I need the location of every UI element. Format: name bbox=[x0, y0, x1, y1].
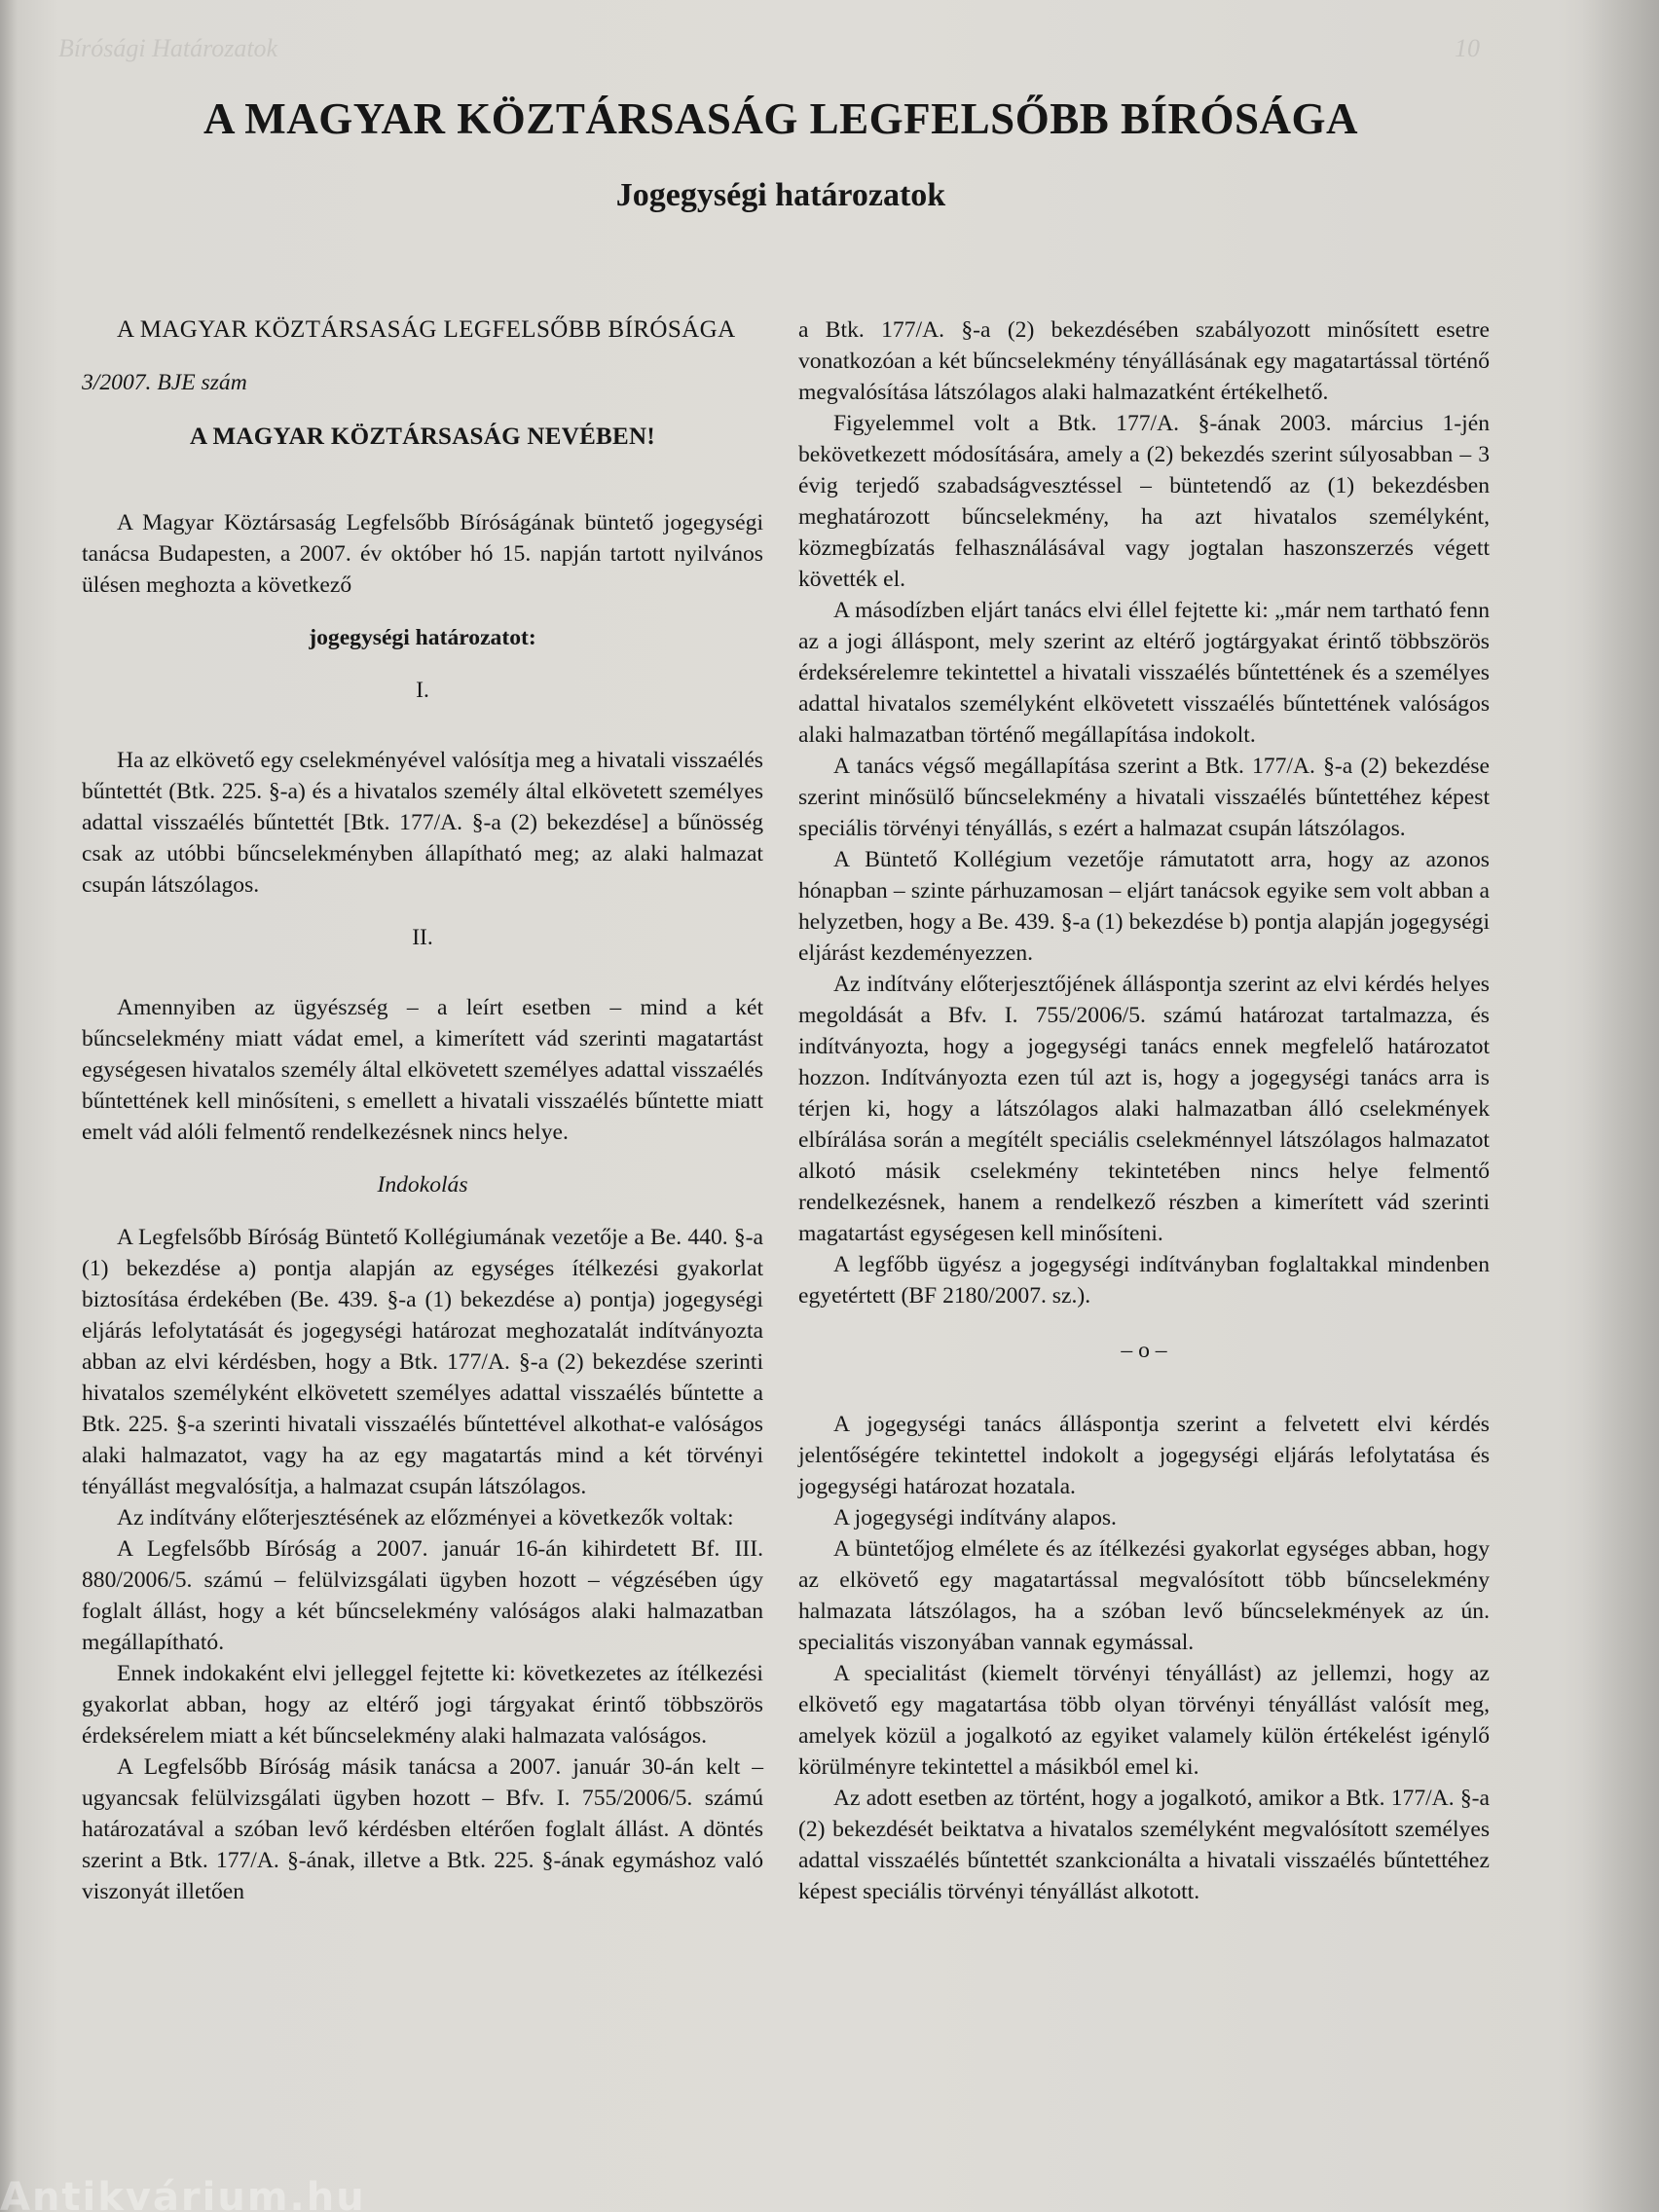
right-paragraph-3: A másodízben eljárt tanács elvi éllel fejtette ki: „már nem tartható fenn az a jogi álláspont, mely szerint az eltérő jogtárgyakat érintő többszörös érdeksérelemre tekintettel a hivatali visszaélés bűntettének és a személyes adattal hivatalos személyként elkövetett visszaélés bűntettének valóságos alaki halmazatban történő megállapítása indokolt. bbox=[798, 598, 1490, 748]
holding-point-2: Amennyiben az ügyészség – a leírt esetben – mind a két bűncselekmény miatt vádat emel, a kimerített vád szerinti magatartást egységesen hivatalos személy által elkövetett személyes adattal visszaélés bűntettének kell minősíteni, s emellett a hivatali visszaélés bűntette miatt emelt vád alóli felmentő rendelkezésnek nincs helye. bbox=[82, 995, 763, 1145]
bleed-through-header bbox=[58, 34, 1480, 63]
page-edge-shadow bbox=[1581, 0, 1659, 2212]
reasons-paragraph-4: Ennek indokaként elvi jelleggel fejtette ki: következetes az ítélkezési gyakorlat abban, hogy az eltérő jogi tárgyakat érintő többszörös érdeksérelem miatt a két bűncselekmény alaki halmazata valóságos. bbox=[82, 1661, 763, 1749]
right-paragraph-8: A jogegységi tanács álláspontja szerint a felvetett elvi kérdés jelentőségére tekintettel indokolt a jogegységi eljárás lefolytatása és jogegységi határozat hozatala. bbox=[798, 1412, 1490, 1499]
right-paragraph-1: a Btk. 177/A. §-a (2) bekezdésében szabályozott minősített esetre vonatkozóan a két bűncselekmény tényállásának egy magatartással történő megvalósítása látszólagos alaki halmazatként értékelhető. bbox=[798, 317, 1490, 405]
right-paragraph-12: Az adott esetben az történt, hogy a jogalkotó, amikor a Btk. 177/A. §-a (2) bekezdését beiktatva a hivatalos személyként megvalósított személyes adattal visszaélés bűntettét szankcionálta a hivatali visszaélés bűntettéhez képest speciális törvényi tényállást alkotott. bbox=[798, 1786, 1490, 1904]
decision-label: jogegységi határozatot: bbox=[309, 625, 536, 650]
bleed-page-number: 10 bbox=[1455, 34, 1480, 62]
section-roman-2: II. bbox=[412, 925, 433, 950]
right-paragraph-10: A büntetőjog elmélete és az ítélkezési gyakorlat egységes abban, hogy az elkövető egy magatartással megvalósított több bűncselekmény halmazata látszólagos, ha a szóban levő bűncselekmények az ún. specialitás viszonyában vannak egymással. bbox=[798, 1536, 1490, 1655]
page-title: A MAGYAR KÖZTÁRSASÁG LEGFELSŐBB BÍRÓSÁGA bbox=[203, 94, 1359, 143]
reasons-heading: Indokolás bbox=[377, 1172, 468, 1198]
case-number: 3/2007. BJE szám bbox=[82, 370, 247, 395]
court-heading: A MAGYAR KÖZTÁRSASÁG LEGFELSŐBB BÍRÓSÁGA bbox=[117, 316, 736, 343]
in-the-name-of: A MAGYAR KÖZTÁRSASÁG NEVÉBEN! bbox=[190, 424, 655, 450]
holding-point-1: Ha az elkövető egy cselekményével valósítja meg a hivatali visszaélés bűntettét (Btk. 225. §-a) és a hivatalos személy által elkövetett személyes adattal visszaélés bűntettét [Btk. 177/A. §-a (2) bekezdése] a bűnösség csak az utóbbi bűncselekményben állapítható meg; az alaki halmazat csupán látszólagos. bbox=[82, 748, 763, 898]
reasons-paragraph-2: Az indítvány előterjesztésének az előzményei a következők voltak: bbox=[117, 1505, 734, 1530]
reasons-paragraph-3: A Legfelsőbb Bíróság a 2007. január 16-án kihirdetett Bf. III. 880/2006/5. számú – felülvizsgálati ügyben hozott – végzésében úgy foglalt állást, hogy a két bűncselekmény valóságos alaki halmazatban megállapítható. bbox=[82, 1536, 763, 1655]
intro-paragraph: A Magyar Köztársaság Legfelsőbb Bíróságának büntető jogegységi tanácsa Budapesten, a 2007. év október hó 15. napján tartott nyilvános ülésen meghozta a következő bbox=[82, 510, 763, 598]
right-column bbox=[798, 314, 1490, 1907]
right-paragraph-2: Figyelemmel volt a Btk. 177/A. §-ának 2003. március 1-jén bekövetkezett módosítására, amely a (2) bekezdés szerint súlyosabban – 3 évig terjedő szabadságvesztéssel – büntetendő az (1) bekezdésben meghatározott bűncselekmény, ha azt hivatalos személyként, közmegbízatás felhasználásával vagy jogtalan haszonszerzés végett követték el. bbox=[798, 411, 1490, 592]
right-paragraph-9: A jogegységi indítvány alapos. bbox=[833, 1505, 1117, 1530]
right-paragraph-7: A legfőbb ügyész a jogegységi indítványban foglaltakkal mindenben egyetértett (BF 2180/2007. sz.). bbox=[798, 1252, 1490, 1309]
page-subtitle: Jogegységi határozatok bbox=[615, 177, 946, 213]
section-separator: – o – bbox=[1121, 1338, 1167, 1363]
section-roman-1: I. bbox=[416, 678, 429, 703]
right-paragraph-11: A specialitást (kiemelt törvényi tényállást) az jellemzi, hogy az elkövető egy magatartása több olyan törvényi tényállást valósít meg, amelyek közül a jogalkotó az egyiket valamely külön értékelést igénylő körülményre tekintettel a másikból emel ki. bbox=[798, 1661, 1490, 1780]
watermark: Antikvárium.hu bbox=[0, 2175, 366, 2212]
bleed-running-head: Bírósági Határozatok bbox=[58, 34, 278, 62]
right-paragraph-4: A tanács végső megállapítása szerint a Btk. 177/A. §-a (2) bekezdése szerint minősülő bűncselekmény a hivatali visszaélés bűntettéhez képest speciális törvényi tényállás, s ezért a halmazat csupán látszólagos. bbox=[798, 754, 1490, 841]
right-paragraph-5: A Büntető Kollégium vezetője rámutatott arra, hogy az azonos hónapban – szinte párhuzamosan – eljárt tanácsok egyike sem volt abban a helyzetben, hogy a Be. 439. §-a (1) bekezdése b) pontja alapján jogegységi eljárást kezdeményezzen. bbox=[798, 847, 1490, 966]
left-column bbox=[82, 314, 763, 1907]
reasons-paragraph-1: A Legfelsőbb Bíróság Büntető Kollégiumának vezetője a Be. 440. §-a (1) bekezdése a) pontja alapján az egységes ítélkezési gyakorlat biztosítása érdekében (Be. 439. §-a (1) bekezdése a) pontja) jogegységi eljárás lefolytatását és jogegységi határozat meghozatalát indítványozta abban az elvi kérdésben, hogy a Btk. 177/A. §-a (2) bekezdése szerinti hivatalos személyként elkövetett személyes adattal visszaélés bűntette a Btk. 225. §-a szerinti hivatali visszaélés bűntettével alkothat-e valóságos alaki halmazatot, vagy ha az egy magatartás mind a két törvényi tényállást megvalósítja, a halmazat csupán látszólagos. bbox=[82, 1225, 763, 1499]
right-paragraph-6: Az indítvány előterjesztőjének álláspontja szerint az elvi kérdés helyes megoldását a Bfv. I. 755/2006/5. számú határozat tartalmazza, és indítványozta, hogy a jogegységi tanács ennek megfelelő határozatot hozzon. Indítványozta ezen túl azt is, hogy a jogegységi tanács arra is térjen ki, hogy a látszólagos alaki halmazatban álló cselekmények elbírálása során a megítélt speciális cselekménnyel látszólagos halmazatot alkotó másik cselekmény tekintetében nincs helye felmentő rendelkezésnek, hanem a rendelkező részben a kimerített vád szerinti magatartást egységesen kell minősíteni. bbox=[798, 972, 1490, 1246]
reasons-paragraph-5: A Legfelsőbb Bíróság másik tanácsa a 2007. január 30-án kelt – ugyancsak felülvizsgálati ügyben hozott – Bfv. I. 755/2006/5. számú határozatával a szóban levő kérdésben eltérően foglalt állást. A döntés szerint a Btk. 177/A. §-ának, illetve a Btk. 225. §-ának egymáshoz való viszonyát illetően bbox=[82, 1754, 763, 1904]
